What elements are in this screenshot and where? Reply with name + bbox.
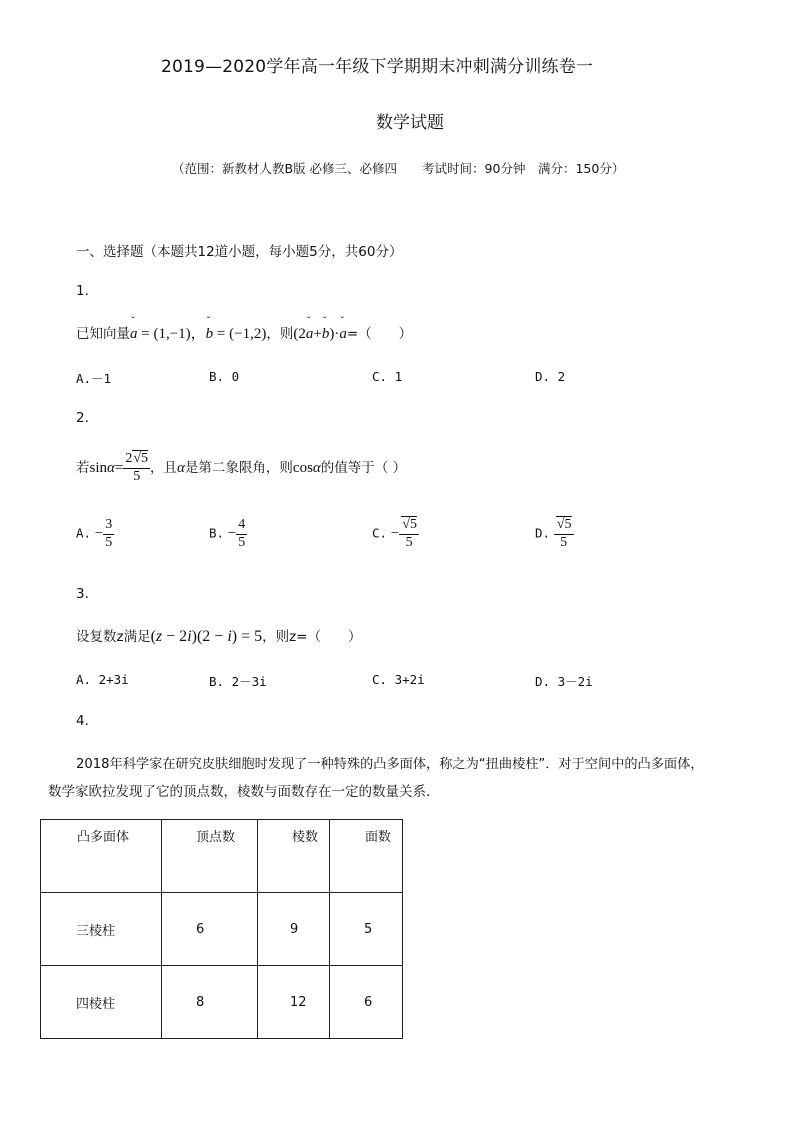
table-header-cell: 棱数 xyxy=(258,820,330,893)
question-4-number: 4. xyxy=(76,713,89,729)
table-header-cell: 顶点数 xyxy=(162,820,258,893)
table-cell: 四棱柱 xyxy=(41,966,162,1039)
exam-range: （范围：新教材人教B版 必修三、必修四 考试时间：90分钟 满分：150分） xyxy=(172,161,625,176)
table-cell: 三棱柱 xyxy=(41,893,162,966)
question-2-cos: cosα xyxy=(292,460,321,476)
question-3-option-c: C. 3+2i xyxy=(372,672,425,687)
question-2-mid1: ，且 xyxy=(150,460,178,476)
table-cell: 5 xyxy=(330,893,403,966)
question-2-prefix: 若 xyxy=(76,460,90,476)
question-1-suffix: ，则 xyxy=(266,326,294,342)
question-2-sin: sinα= xyxy=(89,460,124,476)
question-2-alpha: α xyxy=(177,460,185,476)
question-4-paragraph-line1: 2018年科学家在研究皮肤细胞时发现了一种特殊的凸多面体，称之为“扭曲棱柱”．对于空间中的凸多面体， xyxy=(76,757,704,772)
question-3-option-a: A. 2+3i xyxy=(76,672,129,687)
question-2-stem xyxy=(76,448,406,488)
question-2-option-b-label: B. xyxy=(209,525,225,541)
question-2-option-b: B. − $\frac{4}{5}$ xyxy=(209,517,246,550)
table-cell: 6 xyxy=(330,966,403,1039)
table-row xyxy=(41,893,403,966)
table-cell: 12 xyxy=(258,966,330,1039)
question-2-mid2: 是第二象限角，则 xyxy=(184,460,293,476)
table-header-cell: 面数 xyxy=(330,820,403,893)
question-1-prefix: 已知向量 xyxy=(76,326,130,342)
section-heading: 一、选择题（本题共12道小题，每小题5分，共60分） xyxy=(76,244,403,260)
question-1-option-d: D. 2 xyxy=(535,369,566,384)
question-2-option-d: D. $\frac{√5}{5}$ xyxy=(535,517,572,550)
question-1-option-b: B. 0 xyxy=(209,369,240,384)
table-cell: 6 xyxy=(162,893,258,966)
table-header-row xyxy=(41,820,403,893)
question-3-option-b: B. 2－3i xyxy=(209,674,267,689)
polyhedra-table xyxy=(40,819,403,1039)
question-2-option-c: C. − $\frac{√5}{5}$ xyxy=(372,517,417,550)
question-2-option-a-label: A. xyxy=(76,525,92,541)
question-1-expression: (2ˇ a+ˇ b)·ˇ a xyxy=(293,326,346,342)
question-2-fraction: $\frac{2√5}{5}$ xyxy=(125,450,149,484)
question-1-option-a: A.－1 xyxy=(76,371,112,386)
question-1-option-c: C. 1 xyxy=(372,369,403,384)
question-2-option-c-label: C. xyxy=(372,525,388,541)
question-1-blank: =（ ） xyxy=(346,326,413,342)
question-2-option-d-label: D. xyxy=(535,525,551,541)
question-3-suffix: ，则z=（ ） xyxy=(262,629,362,645)
question-1-number: 1. xyxy=(76,283,89,299)
table-cell: 9 xyxy=(258,893,330,966)
exam-subtitle: 数学试题 xyxy=(376,113,444,133)
question-2-number: 2. xyxy=(76,410,89,426)
question-3-prefix: 设复数z满足 xyxy=(76,629,151,645)
table-cell: 8 xyxy=(162,966,258,1039)
question-3-stem xyxy=(76,625,362,646)
question-1-stem xyxy=(76,322,412,343)
question-4-paragraph-line2: 数学家欧拉发现了它的顶点数，棱数与面数存在一定的数量关系． xyxy=(48,784,440,800)
table-header-cell: 凸多面体 xyxy=(41,820,162,893)
question-3-number: 3. xyxy=(76,586,89,602)
question-1-vectors: ˇ a = (1,−1)，ˇ b = (−1,2) xyxy=(130,326,266,342)
question-3-equation: (z − 2i)(2 − i) = 5 xyxy=(150,628,263,645)
question-2-option-a: A. − $\frac{3}{5}$ xyxy=(76,517,113,550)
question-3-option-d: D. 3－2i xyxy=(535,674,593,689)
question-2-suffix: 的值等于（ ） xyxy=(320,460,407,476)
table-row xyxy=(41,966,403,1039)
exam-title: 2019—2020学年高一年级下学期期末冲刺满分训练卷一 xyxy=(161,57,594,77)
